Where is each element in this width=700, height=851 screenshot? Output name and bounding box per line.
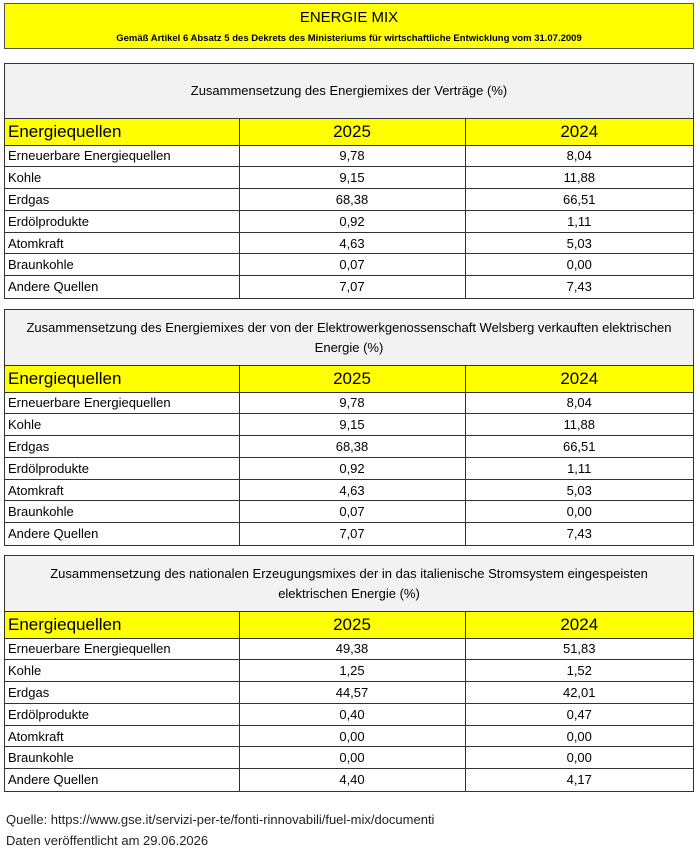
row-label: Andere Quellen <box>5 769 239 791</box>
table-row <box>5 747 693 769</box>
value-cell: 0,92 <box>239 457 465 479</box>
value-cell: 7,43 <box>465 276 693 298</box>
value-cell: 9,15 <box>239 167 465 189</box>
row-label: Braunkohle <box>5 254 239 276</box>
value-cell: 5,03 <box>465 479 693 501</box>
value-cell: 4,40 <box>239 769 465 791</box>
table-row <box>5 703 693 725</box>
value-cell: 1,11 <box>465 457 693 479</box>
value-cell: 9,78 <box>239 392 465 414</box>
row-label: Andere Quellen <box>5 276 239 298</box>
value-cell: 11,88 <box>465 167 693 189</box>
row-label: Erneuerbare Energiequellen <box>5 638 239 660</box>
table-row <box>5 276 693 298</box>
value-cell: 0,00 <box>239 725 465 747</box>
row-label: Kohle <box>5 414 239 436</box>
table-header-row <box>5 612 693 638</box>
table-caption: Zusammensetzung des Energiemixes der Verträge (%) <box>5 64 693 119</box>
table-row <box>5 769 693 791</box>
document-title: ENERGIE MIX <box>299 9 399 26</box>
table-row <box>5 414 693 436</box>
value-cell: 0,40 <box>239 703 465 725</box>
table-row <box>5 660 693 682</box>
value-cell: 8,04 <box>465 392 693 414</box>
row-label: Atomkraft <box>5 725 239 747</box>
table-row <box>5 436 693 458</box>
energy-mix-table <box>5 612 693 791</box>
source-note: Quelle: https://www.gse.it/servizi-per-te/fonti-rinnovabili/fuel-mix/documenti <box>6 812 435 827</box>
table-row <box>5 457 693 479</box>
table-welsberg-section <box>4 309 694 546</box>
table-row <box>5 210 693 232</box>
column-header-year-2: 2024 <box>465 366 693 392</box>
table-caption: Zusammensetzung des nationalen Erzeugungsmixes der in das italienische Stromsystem eingespeisten elektrischen Energie (%) <box>5 556 693 612</box>
table-row <box>5 638 693 660</box>
value-cell: 4,17 <box>465 769 693 791</box>
row-label: Kohle <box>5 167 239 189</box>
row-label: Erdölprodukte <box>5 210 239 232</box>
row-label: Erneuerbare Energiequellen <box>5 145 239 167</box>
value-cell: 5,03 <box>465 232 693 254</box>
table-row <box>5 682 693 704</box>
value-cell: 68,38 <box>239 189 465 211</box>
value-cell: 9,78 <box>239 145 465 167</box>
table-row <box>5 232 693 254</box>
row-label: Erdgas <box>5 189 239 211</box>
row-label: Kohle <box>5 660 239 682</box>
row-label: Erdgas <box>5 436 239 458</box>
value-cell: 0,47 <box>465 703 693 725</box>
value-cell: 1,52 <box>465 660 693 682</box>
energy-mix-table <box>5 119 693 298</box>
row-label: Atomkraft <box>5 479 239 501</box>
table-header-row <box>5 119 693 145</box>
column-header-source: Energiequellen <box>5 366 239 392</box>
value-cell: 66,51 <box>465 189 693 211</box>
value-cell: 4,63 <box>239 232 465 254</box>
energy-mix-table <box>5 366 693 545</box>
value-cell: 0,00 <box>465 501 693 523</box>
value-cell: 7,07 <box>239 276 465 298</box>
column-header-source: Energiequellen <box>5 119 239 145</box>
value-cell: 68,38 <box>239 436 465 458</box>
row-label: Erdölprodukte <box>5 457 239 479</box>
table-row <box>5 479 693 501</box>
column-header-year-1: 2025 <box>239 612 465 638</box>
value-cell: 0,00 <box>465 254 693 276</box>
row-label: Erneuerbare Energiequellen <box>5 392 239 414</box>
value-cell: 0,00 <box>465 747 693 769</box>
value-cell: 51,83 <box>465 638 693 660</box>
document-subtitle: Gemäß Artikel 6 Absatz 5 des Dekrets des Ministeriums für wirtschaftliche Entwicklung vom 31.07.2009 <box>116 33 582 44</box>
column-header-source: Energiequellen <box>5 612 239 638</box>
column-header-year-1: 2025 <box>239 366 465 392</box>
published-date: Daten veröffentlicht am 29.06.2026 <box>6 833 209 848</box>
value-cell: 1,11 <box>465 210 693 232</box>
value-cell: 7,07 <box>239 523 465 545</box>
table-row <box>5 145 693 167</box>
value-cell: 8,04 <box>465 145 693 167</box>
value-cell: 0,07 <box>239 501 465 523</box>
table-row <box>5 725 693 747</box>
row-label: Atomkraft <box>5 232 239 254</box>
value-cell: 66,51 <box>465 436 693 458</box>
value-cell: 7,43 <box>465 523 693 545</box>
table-row <box>5 189 693 211</box>
row-label: Erdölprodukte <box>5 703 239 725</box>
table-contracts-section <box>4 63 694 299</box>
value-cell: 11,88 <box>465 414 693 436</box>
table-row <box>5 523 693 545</box>
column-header-year-1: 2025 <box>239 119 465 145</box>
row-label: Erdgas <box>5 682 239 704</box>
value-cell: 1,25 <box>239 660 465 682</box>
value-cell: 49,38 <box>239 638 465 660</box>
table-row <box>5 501 693 523</box>
value-cell: 4,63 <box>239 479 465 501</box>
table-national-section <box>4 555 694 792</box>
column-header-year-2: 2024 <box>465 612 693 638</box>
row-label: Braunkohle <box>5 747 239 769</box>
table-row <box>5 392 693 414</box>
value-cell: 9,15 <box>239 414 465 436</box>
value-cell: 0,92 <box>239 210 465 232</box>
table-caption: Zusammensetzung des Energiemixes der von der Elektrowerkgenossenschaft Welsberg verkauften elektrischen Energie (%) <box>5 310 693 366</box>
value-cell: 44,57 <box>239 682 465 704</box>
document-header <box>4 3 694 49</box>
row-label: Andere Quellen <box>5 523 239 545</box>
value-cell: 0,07 <box>239 254 465 276</box>
table-row <box>5 254 693 276</box>
table-header-row <box>5 366 693 392</box>
column-header-year-2: 2024 <box>465 119 693 145</box>
value-cell: 42,01 <box>465 682 693 704</box>
value-cell: 0,00 <box>465 725 693 747</box>
row-label: Braunkohle <box>5 501 239 523</box>
value-cell: 0,00 <box>239 747 465 769</box>
table-row <box>5 167 693 189</box>
